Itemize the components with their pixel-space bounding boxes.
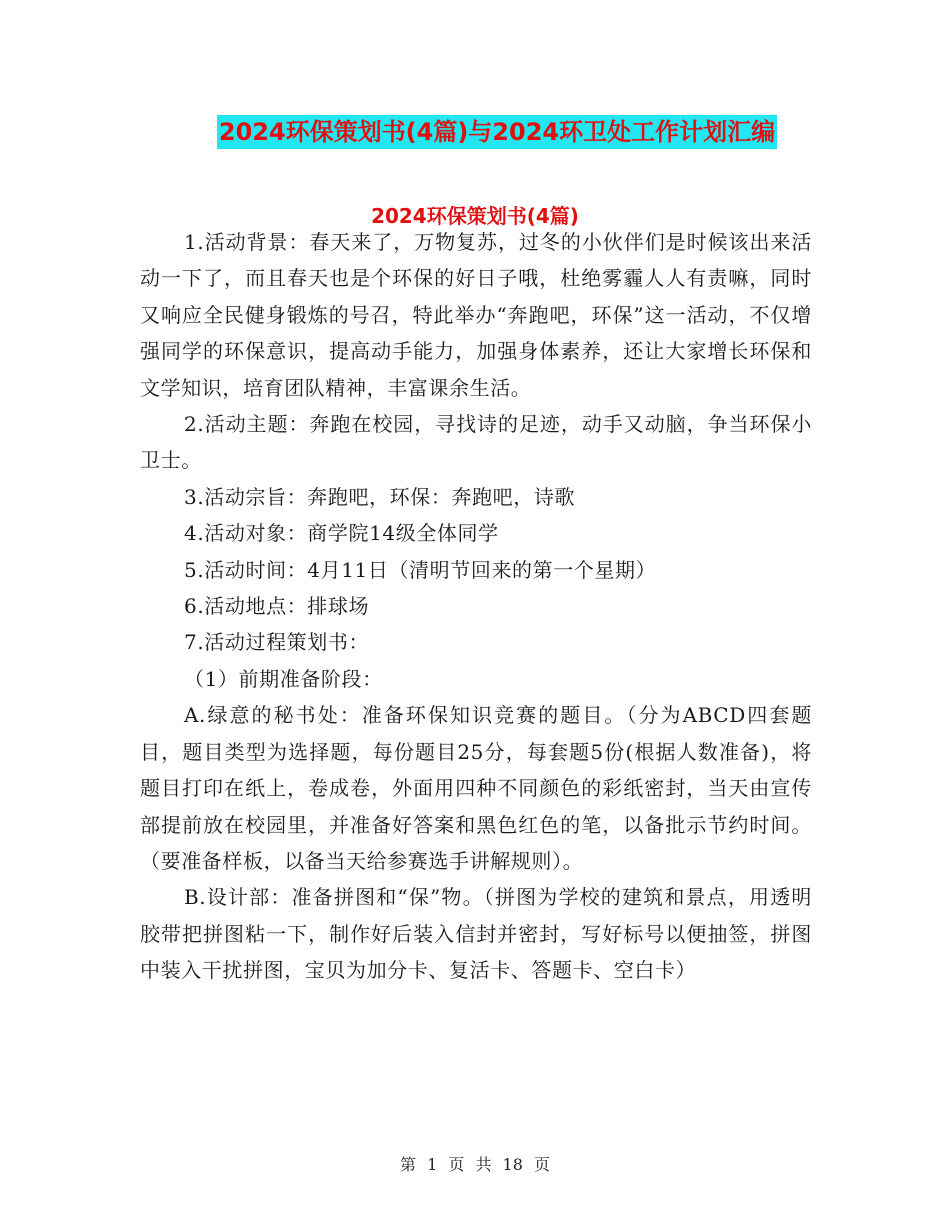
paragraph-process-heading: 7.活动过程策划书：: [184, 630, 370, 655]
paragraph-location: 6.活动地点：排球场: [184, 594, 370, 619]
document-title-block: [0, 110, 950, 149]
paragraph-purpose: 3.活动宗旨：奔跑吧，环保：奔跑吧，诗歌: [184, 484, 576, 509]
paragraph-audience: 4.活动对象：商学院14级全体同学: [184, 521, 499, 546]
document-body: [140, 224, 812, 989]
paragraph-theme: 2.活动主题：奔跑在校园，寻找诗的足迹，动手又动脑，争当环保小卫士。: [140, 412, 812, 473]
document-title: 2024环保策划书(4篇)与2024环卫处工作计划汇编: [217, 115, 777, 149]
paragraph-secretariat: A.绿意的秘书处：准备环保知识竞赛的题目。（分为ABCD四套题目，题目类型为选择题，每份题目25分，每套题5份(根据人数准备)，将题目打印在纸上，卷成卷，外面用四种不同颜色的彩纸密封，当天由宣传部提前放在校园里，并准备好答案和黑色红色的笔，以备批示节约时间。（要准备样板，以备当天给参赛选手讲解规则）。: [140, 703, 812, 873]
paragraph-design-dept: B.设计部：准备拼图和“保”物。（拼图为学校的建筑和景点，用透明胶带把拼图粘一下，制作好后装入信封并密封，写好标号以便抽签，拼图中装入干扰拼图，宝贝为加分卡、复活卡、答题卡、空白卡）: [140, 885, 812, 983]
paragraph-background: 1.活动背景：春天来了，万物复苏，过冬的小伙伴们是时候该出来活动一下了，而且春天也是个环保的好日子哦，杜绝雾霾人人有责嘛，同时又响应全民健身锻炼的号召，特此举办“奔跑吧，环保”这一活动，不仅增强同学的环保意识，提高动手能力，加强身体素养，还让大家增长环保和文学知识，培育团队精神，丰富课余生活。: [140, 230, 812, 400]
page-number-footer: 第 1 页 共 18 页: [400, 1155, 550, 1174]
section-title: 2024环保策划书(4篇): [371, 204, 579, 228]
paragraph-time: 5.活动时间：4月11日（清明节回来的第一个星期）: [184, 557, 657, 582]
paragraph-prep-stage: （1）前期准备阶段：: [184, 666, 383, 691]
